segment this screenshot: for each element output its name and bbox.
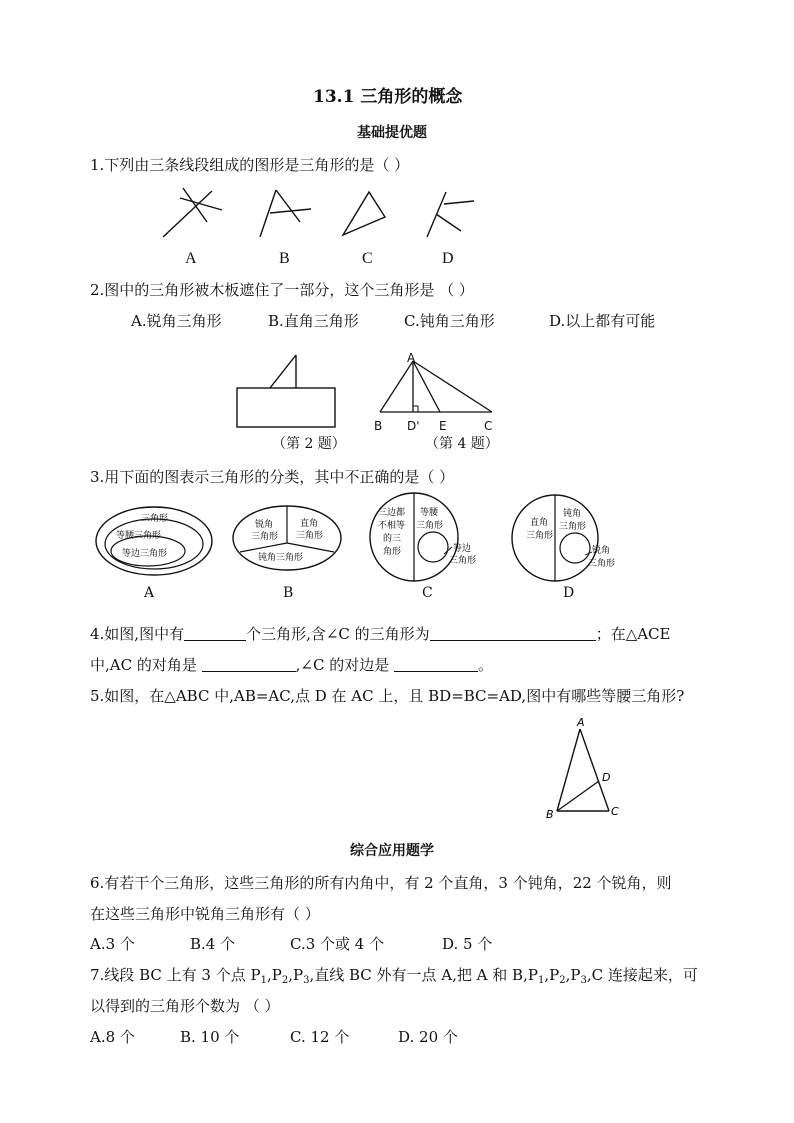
- q3-label-a: A: [144, 585, 155, 601]
- question-1: 1.下列由三条线段组成的图形是三角形的是（ ）: [90, 156, 410, 174]
- q3a-text-3: 等边三角形: [122, 549, 168, 559]
- q3a-text-2: 等腰三角形: [116, 531, 162, 541]
- q1-label-d: D: [442, 250, 454, 267]
- q5-point-a: A: [577, 716, 585, 729]
- q7-text-b: ,P: [266, 966, 282, 984]
- q7-option-b: B. 10 个: [180, 1028, 240, 1046]
- q4-text-4: 中,AC 的对角是: [90, 656, 202, 674]
- q3b-text-2: 三角形: [251, 532, 279, 542]
- q4-point-c: C: [484, 419, 493, 433]
- q5-point-b: B: [546, 808, 554, 821]
- q6-option-a: A.3 个: [90, 935, 135, 953]
- q3d-text-3: 钝角: [563, 509, 582, 519]
- q1-label-a: A: [185, 250, 197, 267]
- q4-point-a: A: [407, 351, 416, 365]
- q4-text-2: 个三角形,含∠C 的三角形为: [246, 625, 430, 643]
- question-3: 3.用下面的图表示三角形的分类，其中不正确的是（ ）: [90, 468, 455, 486]
- q3d-text-2: 三角形: [526, 531, 554, 541]
- question-7-line-1: [90, 965, 698, 985]
- q7-sub-4: 1: [537, 975, 545, 986]
- question-7-line-2: 以得到的三角形个数为 （ ）: [90, 997, 280, 1015]
- q2-caption: （第 2 题）: [272, 436, 346, 452]
- q5-point-d: D: [602, 771, 611, 784]
- q2-option-d: D.以上都有可能: [549, 312, 656, 330]
- q4-point-d: D': [407, 419, 420, 433]
- q3b-text-4: 三角形: [296, 531, 324, 541]
- q3d-text-1: 直角: [530, 518, 549, 528]
- q7-sub-5: 2: [559, 975, 566, 986]
- q3-label-d: D: [563, 585, 575, 601]
- q3c-text-5: 等腰: [420, 508, 439, 518]
- q7-text-e: ,P: [544, 966, 560, 984]
- section-heading-applied: 综合应用题学: [350, 843, 434, 859]
- q4-caption: （第 4 题）: [425, 436, 499, 452]
- q6-option-b: B.4 个: [190, 935, 236, 953]
- q7-sub-1: 1: [260, 975, 267, 986]
- q3d-text-4: 三角形: [559, 522, 587, 532]
- q7-text-d: ,直线 BC 外有一点 A,把 A 和 B,P: [309, 966, 538, 984]
- q6-option-d: D. 5 个: [442, 935, 493, 953]
- q1-label-b: B: [279, 250, 290, 267]
- q7-sub-3: 3: [303, 975, 310, 986]
- q7-sub-2: 2: [281, 975, 289, 986]
- q7-text-a: 7.线段 BC 上有 3 个点 P: [90, 966, 261, 984]
- q4-text-6: 。: [477, 656, 493, 674]
- q3b-text-1: 锐角: [255, 520, 274, 530]
- question-2: 2.图中的三角形被木板遮住了一部分，这个三角形是 （ ）: [90, 281, 474, 299]
- q3c-text-8: 三角形: [449, 556, 477, 566]
- q2-option-c: C.钝角三角形: [404, 312, 495, 330]
- q6-option-c: C.3 个或 4 个: [290, 935, 385, 953]
- q7-text-c: ,P: [288, 966, 304, 984]
- q7-sub-6: 3: [580, 975, 587, 986]
- q7-text-f: ,P: [565, 966, 581, 984]
- q3-label-c: C: [422, 585, 433, 601]
- q7-option-d: D. 20 个: [398, 1028, 458, 1046]
- page-title: 13.1 三角形的概念: [313, 87, 463, 107]
- question-6-line-1: 6.有若干个三角形，这些三角形的所有内角中，有 2 个直角，3 个钝角，22 个锐角，则: [90, 874, 672, 892]
- q3c-text-4: 角形: [383, 547, 402, 557]
- question-5: 5.如图，在△ABC 中,AB=AC,点 D 在 AC 上，且 BD=BC=AD,图中有哪些等腰三角形?: [90, 687, 685, 705]
- q3c-text-7: 等边: [453, 544, 472, 554]
- section-heading-basic: 基础提优题: [357, 125, 427, 141]
- q3d-text-6: 三角形: [588, 559, 616, 569]
- q4-point-e: E: [439, 419, 447, 433]
- q3d-text-5: 锐角: [592, 546, 611, 556]
- q4-text-3: ；在△ACE: [595, 625, 671, 643]
- q5-point-c: C: [611, 805, 619, 818]
- q3-label-b: B: [283, 585, 294, 601]
- q3c-text-3: 的三: [383, 534, 402, 544]
- q3c-text-2: 不相等: [378, 521, 406, 531]
- q3b-text-3: 直角: [300, 519, 319, 529]
- q1-label-c: C: [362, 250, 373, 267]
- q4-text-1: 4.如图,图中有: [90, 625, 185, 643]
- question-6-line-2: 在这些三角形中锐角三角形有（ ）: [90, 905, 320, 923]
- q2-option-b: B.直角三角形: [268, 312, 359, 330]
- q3c-text-6: 三角形: [416, 521, 444, 531]
- q4-point-b: B: [374, 419, 383, 433]
- q7-option-c: C. 12 个: [290, 1028, 350, 1046]
- q3c-text-1: 三边都: [378, 508, 406, 518]
- q3b-text-5: 钝角三角形: [258, 553, 304, 563]
- q2-option-a: A.锐角三角形: [131, 312, 222, 330]
- q7-option-a: A.8 个: [90, 1028, 135, 1046]
- q4-text-5: ,∠C 的对边是: [295, 656, 394, 674]
- q3a-text-1: 三角形: [141, 514, 169, 524]
- q7-text-g: ,C 连接起来，可: [586, 966, 698, 984]
